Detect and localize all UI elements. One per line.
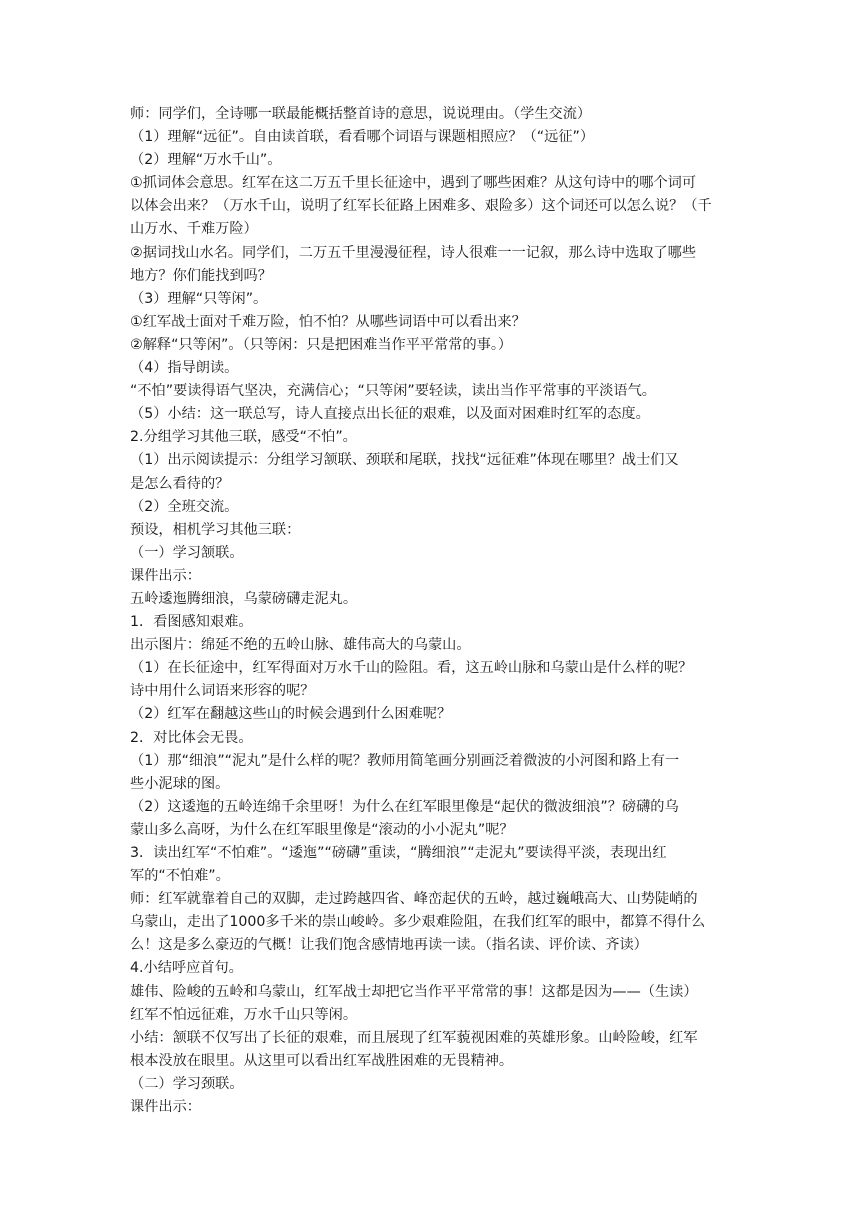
text-line-29: （1）那“细浪”“泥丸”是什么样的呢？教师用简笔画分别画泛着微波的小河图和路上有一 [130,752,680,769]
text-line-4: ①抓词体会意思。红军在这二万五千里长征途中，遇到了哪些困难？从这句诗中的哪个词可 [130,175,697,192]
text-line-11: ②解释“只等闲”。（只等闲：只是把困难当作平平常常的事。） [130,336,513,353]
text-line-6: 山万水、千难万险） [130,221,258,238]
text-line-40: 红军不怕远征难，万水千山只等闲。 [130,1006,358,1023]
text-line-20: （一）学习颔联。 [130,544,244,561]
text-line-21: 课件出示： [130,567,201,584]
text-line-1: 师：同学们，全诗哪一联最能概括整首诗的意思，说说理由。（学生交流） [130,106,592,122]
text-line-16: （1）出示阅读提示：分组学习颔联、颈联和尾联，找找“远征难”体现在哪里？战士们又 [130,452,679,469]
text-line-23: 1．看图感知艰难。 [130,614,253,631]
text-line-27: （2）红军在翻越这些山的时候会遇到什么困难呢？ [130,706,452,723]
text-line-12: （4）指导朗读。 [130,360,239,377]
text-line-37: 么！这是多么豪迈的气概！让我们饱含感情地再读一读。（指名读、评价读、齐读） [130,937,648,954]
text-line-18: （2）全班交流。 [130,498,239,515]
text-line-19: 预设，相机学习其他三联： [130,521,301,538]
text-line-25: （1）在长征途中，红军得面对万水千山的险阻。看，这五岭山脉和乌蒙山是什么样的呢？ [130,660,693,677]
text-line-24: 出示图片：绵延不绝的五岭山脉、雄伟高大的乌蒙山。 [130,637,471,654]
text-line-42: 根本没放在眼里。从这里可以看出红军战胜困难的无畏精神。 [130,1052,514,1069]
text-line-28: 2．对比体会无畏。 [130,729,253,746]
text-line-36: 乌蒙山，走出了1000多千米的崇山峻岭。多少艰难险阻，在我们红军的眼中，都算不得什么 [130,914,706,931]
text-line-44: 课件出示： [130,1099,201,1116]
text-line-33: 3．读出红军“不怕难”。“逶迤”“磅礴”重读，“腾细浪”“走泥丸”要读得平淡，表现出红 [130,845,667,861]
text-line-39: 雄伟、险峻的五岭和乌蒙山，红军战士却把它当作平平常常的事！这都是因为——（生读） [130,983,698,1000]
text-line-31: （2）这逶迤的五岭连绵千余里呀！为什么在红军眼里像是“起伏的微波细浪”？磅礴的乌 [130,798,679,815]
text-line-30: 些小泥球的图。 [130,775,230,792]
text-line-35: 师：红军就靠着自己的双脚，走过跨越四省、峰峦起伏的五岭，越过巍峨高大、山势陡峭的 [130,891,698,908]
text-line-34: 军的“不怕难”。 [130,868,230,885]
text-line-22: 五岭逶迤腾细浪，乌蒙磅礴走泥丸。 [130,590,358,607]
text-line-38: 4.小结呼应首句。 [130,960,243,977]
text-line-17: 是怎么看待的？ [130,475,230,492]
text-line-10: ①红军战士面对千难万险，怕不怕？从哪些词语中可以看出来？ [130,313,526,330]
text-line-14: （5）小结：这一联总写，诗人直接点出长征的艰难，以及面对困难时红军的态度。 [130,406,650,423]
text-line-9: （3）理解“只等闲”。 [130,290,268,307]
text-line-43: （二）学习颈联。 [130,1075,244,1092]
text-line-26: 诗中用什么词语来形容的呢？ [130,683,315,700]
text-line-2: （1）理解“远征”。自由读首联，看看哪个词语与课题相照应？（“远征”） [130,129,595,146]
text-line-7: ②据词找山水名。同学们，二万五千里漫漫征程，诗人很难一一记叙，那么诗中选取了哪些 [130,244,697,261]
text-line-13: “不怕”要读得语气坚决，充满信心；“只等闲”要轻读，读出当作平常事的平淡语气。 [130,383,656,400]
text-line-32: 蒙山多么高呀，为什么在红军眼里像是“滚动的小小泥丸”呢？ [130,821,514,838]
text-line-41: 小结：颔联不仅写出了长征的艰难，而且展现了红军藐视困难的英雄形象。山岭险峻，红军 [130,1029,698,1046]
text-line-3: （2）理解“万水千山”。 [130,152,282,169]
text-line-15: 2.分组学习其他三联，感受“不怕”。 [130,429,357,446]
text-line-8: 地方？你们能找到吗？ [130,267,272,284]
text-line-5: 以体会出来？（万水千山，说明了红军长征路上困难多、艰险多）这个词还可以怎么说？（千 [130,198,712,215]
document-page [130,103,730,1119]
